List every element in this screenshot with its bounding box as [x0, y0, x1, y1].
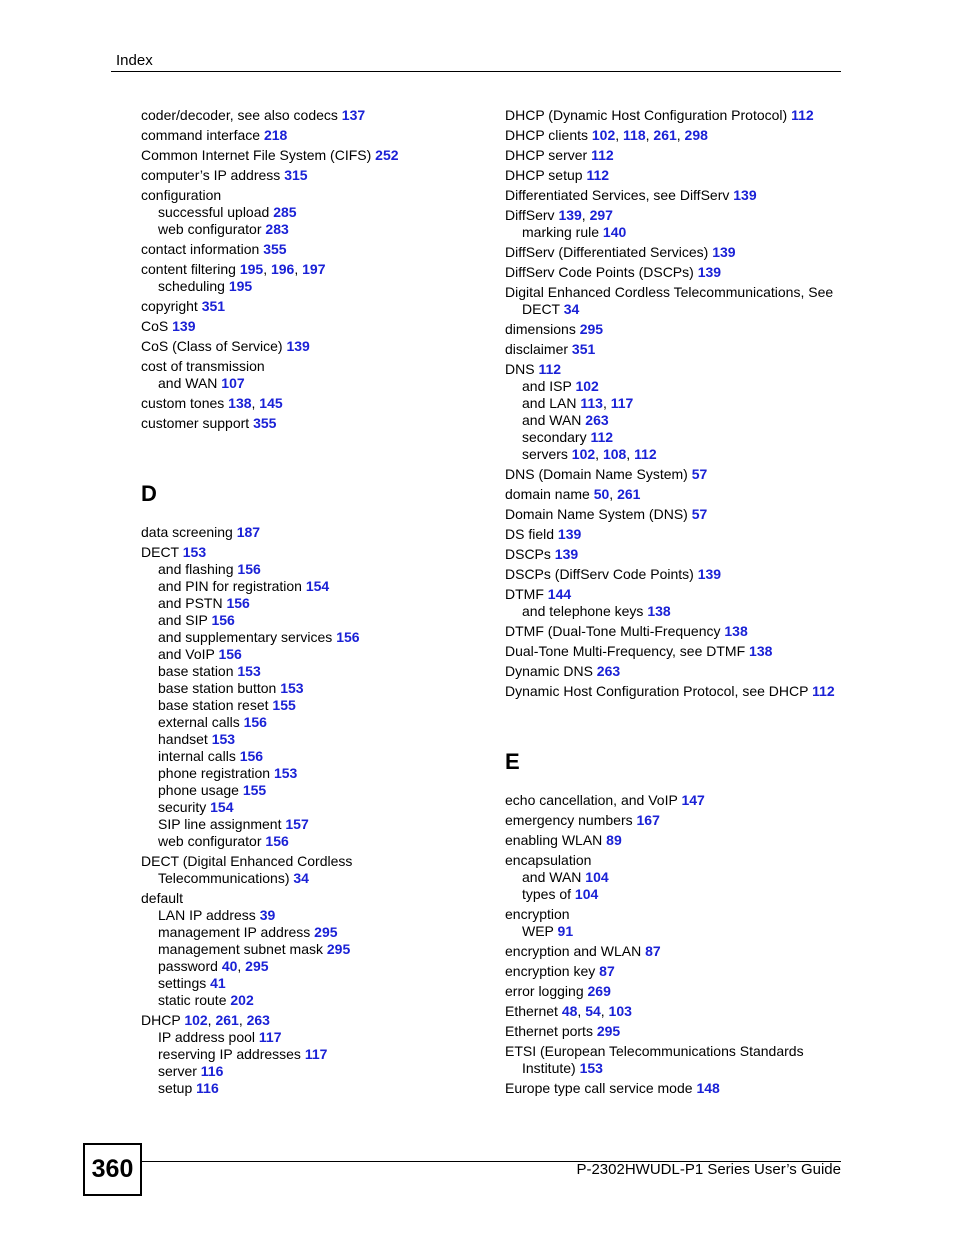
index-term: data screening 187 — [141, 524, 261, 540]
index-entry — [505, 623, 850, 640]
page-link[interactable]: 218 — [263, 127, 288, 143]
index-entry — [505, 244, 850, 261]
index-term: customer support 355 — [141, 415, 277, 431]
running-header-title: Index — [116, 52, 153, 69]
index-subentry: and telephone keys 138 — [522, 603, 671, 619]
index-subentry: base station reset 155 — [158, 697, 296, 713]
index-subentry: phone registration 153 — [158, 765, 298, 781]
page-link[interactable]: 112 — [634, 446, 657, 462]
index-entry — [141, 241, 486, 258]
index-term: DNS (Domain Name System) 57 — [505, 466, 708, 482]
index-subentry: management subnet mask 295 — [158, 941, 351, 957]
page-link[interactable]: 112 — [591, 147, 614, 163]
index-entry — [505, 361, 850, 463]
index-subentry: password 40, 295 — [158, 958, 269, 974]
index-term-continuation: Institute) 153 — [522, 1060, 603, 1076]
index-subentry: phone usage 155 — [158, 782, 267, 798]
page-link[interactable]: 261 — [653, 127, 677, 143]
index-subentry: static route 202 — [158, 992, 254, 1008]
index-term: disclaimer 351 — [505, 341, 596, 357]
index-subentry: and SIP 156 — [158, 612, 235, 628]
page-link[interactable]: 156 — [239, 748, 264, 764]
index-entry — [141, 890, 486, 1009]
page-link[interactable]: 148 — [696, 1080, 720, 1096]
index-subentry: and WAN 263 — [522, 412, 609, 428]
index-entry — [141, 127, 486, 144]
index-entry — [141, 147, 486, 164]
page-link[interactable]: 87 — [599, 963, 615, 979]
page-link[interactable]: 298 — [684, 127, 708, 143]
index-entry — [505, 943, 850, 960]
page-link[interactable]: 145 — [259, 395, 283, 411]
index-term: DNS 112 — [505, 361, 562, 377]
index-term: DiffServ 139, 297 — [505, 207, 613, 223]
index-subentry: LAN IP address 39 — [158, 907, 276, 923]
index-entry — [141, 261, 486, 295]
page-link[interactable]: 138 — [749, 643, 773, 659]
page-link[interactable]: 112 — [812, 683, 835, 699]
index-entry — [505, 187, 850, 204]
page-link[interactable]: 187 — [236, 524, 261, 540]
index-term: domain name 50, 261 — [505, 486, 641, 502]
index-term: Dynamic Host Configuration Protocol, see DHCP 112 — [505, 683, 835, 699]
page-link[interactable]: 117 — [258, 1029, 282, 1045]
index-subentry: marking rule 140 — [522, 224, 627, 240]
page-link[interactable]: 156 — [226, 595, 250, 611]
page-link[interactable]: 116 — [200, 1063, 224, 1079]
index-entry — [141, 395, 486, 412]
page-link[interactable]: 295 — [245, 958, 269, 974]
index-term: Ethernet ports 295 — [505, 1023, 621, 1039]
index-entry — [505, 546, 850, 563]
page-number: 360 — [83, 1143, 142, 1196]
index-entry — [505, 1023, 850, 1040]
page-link[interactable]: 355 — [253, 415, 277, 431]
page-link[interactable]: 39 — [259, 907, 276, 923]
page-link[interactable]: 195 — [239, 261, 264, 277]
page-link[interactable]: 139 — [172, 318, 196, 334]
index-subentry: server 116 — [158, 1063, 224, 1079]
page-link[interactable]: 112 — [791, 107, 814, 123]
index-subentry: web configurator 283 — [158, 221, 289, 237]
index-entry — [505, 341, 850, 358]
page-link[interactable]: 50 — [593, 486, 610, 502]
index-term: DSCPs 139 — [505, 546, 579, 562]
index-term: Differentiated Services, see DiffServ 139 — [505, 187, 757, 203]
page-link[interactable]: 355 — [263, 241, 287, 257]
page-link[interactable]: 315 — [284, 167, 308, 183]
page-link[interactable]: 117 — [610, 395, 634, 411]
page-link[interactable]: 153 — [237, 663, 261, 679]
index-entry — [505, 1043, 850, 1077]
index-term: Ethernet 48, 54, 103 — [505, 1003, 632, 1019]
page-link[interactable]: 41 — [210, 975, 226, 991]
page-link[interactable]: 351 — [571, 341, 596, 357]
index-term: computer’s IP address 315 — [141, 167, 308, 183]
page-link[interactable]: 140 — [602, 224, 627, 240]
index-term: DiffServ Code Points (DSCPs) 139 — [505, 264, 722, 280]
index-entry — [141, 853, 486, 887]
index-subentry: successful upload 285 — [158, 204, 297, 220]
index-subentry: security 154 — [158, 799, 234, 815]
index-subentry: and WAN 107 — [158, 375, 245, 391]
page-link[interactable]: 155 — [272, 697, 296, 713]
page-link[interactable]: 297 — [589, 207, 613, 223]
page-link[interactable]: 138 — [228, 395, 252, 411]
index-term: command interface 218 — [141, 127, 288, 143]
page-link[interactable]: 138 — [647, 603, 671, 619]
page-link[interactable]: 263 — [246, 1012, 270, 1028]
index-subentry: WEP 91 — [522, 923, 574, 939]
page-link[interactable]: 112 — [590, 429, 614, 445]
index-term: emergency numbers 167 — [505, 812, 660, 828]
index-entry — [505, 284, 850, 318]
index-term: copyright 351 — [141, 298, 226, 314]
index-term: CoS 139 — [141, 318, 196, 334]
page-link[interactable]: 252 — [375, 147, 399, 163]
index-entry — [141, 358, 486, 392]
index-term: Digital Enhanced Cordless Telecommunications, See — [505, 284, 834, 300]
index-entry — [141, 544, 486, 850]
index-subentry: external calls 156 — [158, 714, 267, 730]
index-term: DTMF 144 — [505, 586, 572, 602]
page-link[interactable]: 154 — [210, 799, 234, 815]
index-subentry: secondary 112 — [522, 429, 614, 445]
page-link[interactable]: 102 — [575, 378, 599, 394]
index-term: coder/decoder, see also codecs 137 — [141, 107, 366, 123]
page-link[interactable]: 102 — [591, 127, 616, 143]
index-term: DHCP setup 112 — [505, 167, 610, 183]
index-entry — [505, 526, 850, 543]
page-link[interactable]: 57 — [691, 506, 708, 522]
page-link[interactable]: 139 — [286, 338, 310, 354]
page-link[interactable]: 112 — [586, 167, 610, 183]
page-link[interactable]: 285 — [273, 204, 297, 220]
index-subentry: base station button 153 — [158, 680, 304, 696]
index-subentry: web configurator 156 — [158, 833, 289, 849]
index-column-left — [141, 107, 486, 1100]
page-link[interactable]: 104 — [585, 869, 609, 885]
page-link[interactable]: 263 — [596, 663, 621, 679]
index-entry — [505, 127, 850, 144]
index-subentry: types of 104 — [522, 886, 599, 902]
index-term: configuration — [141, 187, 222, 203]
page-link[interactable]: 103 — [608, 1003, 632, 1019]
index-subentry: and ISP 102 — [522, 378, 599, 394]
index-term: encryption key 87 — [505, 963, 615, 979]
index-entry — [141, 298, 486, 315]
page-link[interactable]: 295 — [579, 321, 604, 337]
page-link[interactable]: 102 — [184, 1012, 208, 1028]
index-entry — [505, 264, 850, 281]
index-term: DECT (Digital Enhanced Cordless — [141, 853, 353, 869]
page-link[interactable]: 167 — [636, 812, 660, 828]
index-entry — [505, 832, 850, 849]
page-link[interactable]: 147 — [681, 792, 705, 808]
page-link[interactable]: 153 — [182, 544, 207, 560]
index-term: Common Internet File System (CIFS) 252 — [141, 147, 399, 163]
index-subentry: base station 153 — [158, 663, 261, 679]
index-subentry: settings 41 — [158, 975, 226, 991]
page-link[interactable]: 102 — [571, 446, 596, 462]
index-term: DS field 139 — [505, 526, 582, 542]
page-link[interactable]: 153 — [273, 765, 298, 781]
index-subentry: servers 102, 108, 112 — [522, 446, 657, 462]
page-link[interactable]: 261 — [617, 486, 641, 502]
page-link[interactable]: 48 — [561, 1003, 578, 1019]
page-link[interactable]: 34 — [563, 301, 580, 317]
page-link[interactable]: 139 — [733, 187, 757, 203]
page-link[interactable]: 107 — [221, 375, 245, 391]
index-term: Dynamic DNS 263 — [505, 663, 621, 679]
index-term: DHCP (Dynamic Host Configuration Protocol) 112 — [505, 107, 814, 123]
page-link[interactable]: 155 — [242, 782, 267, 798]
index-column-right — [505, 107, 850, 1100]
index-entry — [141, 524, 486, 541]
page-link[interactable]: 283 — [265, 221, 289, 237]
index-subentry: and WAN 104 — [522, 869, 609, 885]
page-link[interactable]: 54 — [585, 1003, 601, 1019]
header-rule — [111, 71, 841, 72]
page-link[interactable]: 295 — [326, 941, 351, 957]
index-entry — [141, 338, 486, 355]
index-term: contact information 355 — [141, 241, 287, 257]
page-link[interactable]: 57 — [691, 466, 708, 482]
page-link[interactable]: 195 — [228, 278, 253, 294]
index-term: dimensions 295 — [505, 321, 604, 337]
page-link[interactable]: 144 — [547, 586, 572, 602]
section-letter: D — [141, 481, 157, 506]
index-term: encapsulation — [505, 852, 592, 868]
index-subentry: scheduling 195 — [158, 278, 253, 294]
page-link[interactable]: 351 — [201, 298, 226, 314]
page-link[interactable]: 202 — [230, 992, 254, 1008]
page-link[interactable]: 197 — [302, 261, 326, 277]
index-subentry: setup 116 — [158, 1080, 219, 1096]
index-term: DHCP clients 102, 118, 261, 298 — [505, 127, 708, 143]
page-link[interactable]: 156 — [211, 612, 235, 628]
index-term: enabling WLAN 89 — [505, 832, 622, 848]
index-entry — [141, 187, 486, 238]
index-term: echo cancellation, and VoIP 147 — [505, 792, 705, 808]
index-term: DHCP server 112 — [505, 147, 614, 163]
index-entry — [505, 983, 850, 1000]
page-link[interactable]: 138 — [724, 623, 748, 639]
page-link[interactable]: 154 — [305, 578, 330, 594]
index-term: Dual-Tone Multi-Frequency, see DTMF 138 — [505, 643, 773, 659]
index-entry — [505, 107, 850, 124]
index-subentry: and supplementary services 156 — [158, 629, 360, 645]
index-subentry: reserving IP addresses 117 — [158, 1046, 328, 1062]
index-term: encryption — [505, 906, 570, 922]
index-entry — [505, 586, 850, 620]
index-term: content filtering 195, 196, 197 — [141, 261, 326, 277]
index-entry — [505, 963, 850, 980]
index-subentry: and PIN for registration 154 — [158, 578, 330, 594]
page-link[interactable]: 156 — [243, 714, 267, 730]
index-entry — [141, 1012, 486, 1097]
page-link[interactable]: 295 — [596, 1023, 621, 1039]
index-entry — [505, 167, 850, 184]
index-term: Europe type call service mode 148 — [505, 1080, 720, 1096]
index-entry — [505, 663, 850, 680]
index-term: DiffServ (Differentiated Services) 139 — [505, 244, 736, 260]
page-link[interactable]: 153 — [579, 1060, 603, 1076]
index-entry — [505, 683, 850, 700]
page-link[interactable]: 156 — [237, 561, 261, 577]
index-entry — [505, 812, 850, 829]
page-link[interactable]: 40 — [221, 958, 238, 974]
index-term: custom tones 138, 145 — [141, 395, 283, 411]
index-entry — [505, 321, 850, 338]
index-term: error logging 269 — [505, 983, 611, 999]
page-link[interactable]: 139 — [558, 207, 582, 223]
index-term: DHCP 102, 261, 263 — [141, 1012, 270, 1028]
index-term: ETSI (European Telecommunications Standards — [505, 1043, 804, 1059]
index-subentry: management IP address 295 — [158, 924, 338, 940]
index-term: DECT 153 — [141, 544, 207, 560]
page-link[interactable]: 89 — [606, 832, 622, 848]
index-term-continuation: Telecommunications) 34 — [158, 870, 309, 886]
index-entry — [505, 486, 850, 503]
index-entry — [505, 466, 850, 483]
index-entry — [505, 1003, 850, 1020]
page-link[interactable]: 196 — [270, 261, 295, 277]
page-link[interactable]: 261 — [215, 1012, 239, 1028]
index-entry — [505, 506, 850, 523]
page-link[interactable]: 269 — [587, 983, 611, 999]
index-entry — [505, 643, 850, 660]
page-link[interactable]: 112 — [538, 361, 562, 377]
section-letter: E — [505, 749, 520, 774]
page-link[interactable]: 117 — [304, 1046, 328, 1062]
index-term: encryption and WLAN 87 — [505, 943, 661, 959]
page-link[interactable]: 156 — [218, 646, 242, 662]
index-entry — [505, 792, 850, 809]
index-entry — [141, 107, 486, 124]
index-term: default — [141, 890, 184, 906]
guide-title: P-2302HWUDL-P1 Series User’s Guide — [576, 1161, 841, 1178]
index-subentry: SIP line assignment 157 — [158, 816, 309, 832]
page-link[interactable]: 139 — [697, 566, 722, 582]
index-entry — [505, 207, 850, 241]
index-term: Domain Name System (DNS) 57 — [505, 506, 708, 522]
page-link[interactable]: 153 — [211, 731, 236, 747]
page-link[interactable]: 156 — [336, 629, 360, 645]
page-link[interactable]: 118 — [623, 127, 646, 143]
index-entry — [141, 318, 486, 335]
index-term: CoS (Class of Service) 139 — [141, 338, 310, 354]
page-link[interactable]: 139 — [697, 264, 722, 280]
index-term-continuation: DECT 34 — [522, 301, 580, 317]
index-entry — [141, 167, 486, 184]
index-subentry: and LAN 113, 117 — [522, 395, 634, 411]
page-link[interactable]: 87 — [645, 943, 661, 959]
index-subentry: IP address pool 117 — [158, 1029, 282, 1045]
page-link[interactable]: 34 — [293, 870, 309, 886]
page-link[interactable]: 139 — [712, 244, 736, 260]
page-link[interactable]: 157 — [285, 816, 309, 832]
index-subentry: internal calls 156 — [158, 748, 264, 764]
page-link[interactable]: 113 — [580, 395, 603, 411]
page-link[interactable]: 116 — [196, 1080, 219, 1096]
index-entry — [505, 147, 850, 164]
index-entry — [505, 566, 850, 583]
index-entry — [505, 852, 850, 903]
page-link[interactable]: 156 — [265, 833, 289, 849]
page-link[interactable]: 91 — [557, 923, 574, 939]
index-subentry: handset 153 — [158, 731, 236, 747]
index-entry — [141, 415, 486, 432]
index-term: cost of transmission — [141, 358, 265, 374]
index-entry — [505, 1080, 850, 1097]
index-subentry: and VoIP 156 — [158, 646, 242, 662]
page-link[interactable]: 137 — [341, 107, 366, 123]
index-subentry: and PSTN 156 — [158, 595, 250, 611]
page-link[interactable]: 139 — [557, 526, 582, 542]
page-link[interactable]: 108 — [602, 446, 627, 462]
index-subentry: and flashing 156 — [158, 561, 261, 577]
page-link[interactable]: 295 — [314, 924, 338, 940]
page-link[interactable]: 153 — [280, 680, 304, 696]
page-link[interactable]: 139 — [554, 546, 579, 562]
index-term: DTMF (Dual-Tone Multi-Frequency 138 — [505, 623, 748, 639]
page-link[interactable]: 263 — [585, 412, 609, 428]
index-entry — [505, 906, 850, 940]
page-link[interactable]: 104 — [574, 886, 599, 902]
index-term: DSCPs (DiffServ Code Points) 139 — [505, 566, 722, 582]
